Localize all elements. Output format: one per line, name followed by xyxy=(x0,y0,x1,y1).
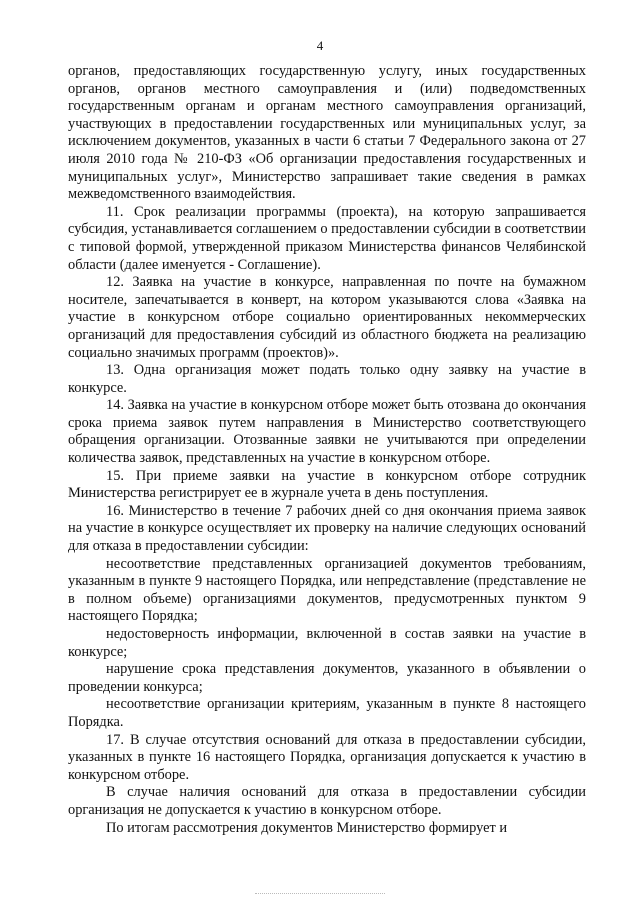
list-item-documents-mismatch: несоответствие представленных организацией документов требованиям, указанным в пункте 9 настоящего Порядка, или непредставление (представление не в полном объеме) организациями документов, предусмотренных пунктом 9 настоящего Порядка; xyxy=(68,555,586,625)
paragraph-15: 15. При приеме заявки на участие в конкурсном отборе сотрудник Министерства регистрирует ее в журнале учета в день поступления. xyxy=(68,467,586,502)
paragraph-continuation: органов, предоставляющих государственную услугу, иных государственных органов, органов местного самоуправления и (или) подведомственных государственным органам и органам местного самоуправления организаций, участвующих в предоставлении государственных или муниципальных услуг, за исключением документов, указанных в части 6 статьи 7 Федерального закона от 27 июля 2010 года № 210-ФЗ «Об организации предоставления государственных и муниципальных услуг», Министерство запрашивает такие сведения в рамках межведомственного взаимодействия. xyxy=(68,63,586,203)
paragraph-results: По итогам рассмотрения документов Министерство формирует и xyxy=(106,819,508,836)
document-body xyxy=(68,63,586,837)
paragraph-14: 14. Заявка на участие в конкурсном отборе может быть отозвана до окончания срока приема заявок путем направления в Министерство соответствующего обращения организации. Отозванные заявки не учитываются при определении количества заявок, представленных на участие в конкурсном отборе. xyxy=(68,397,586,467)
list-item-unreliable-info: недостоверность информации, включенной в состав заявки на участие в конкурсе; xyxy=(68,626,586,660)
paragraph-17: 17. В случае отсутствия оснований для отказа в предоставлении субсидии, указанных в пункте 16 настоящего Порядка, организация допускается к участию в конкурсном отборе. xyxy=(68,731,586,783)
paragraph-11: 11. Срок реализации программы (проекта), на которую запрашивается субсидия, устанавливается соглашением о предоставлении субсидии в соответствии с типовой формой, утвержденной приказом Министерства финансов Челябинской области (далее именуется - Соглашение). xyxy=(68,203,586,273)
list-item-deadline-violation: нарушение срока представления документов, указанного в объявлении о проведении конкурса; xyxy=(68,661,586,695)
page-number: 4 xyxy=(316,38,324,53)
paragraph-12: 12. Заявка на участие в конкурсе, направленная по почте на бумажном носителе, запечатывается в конверт, на котором указываются слова «Заявка на участие в конкурсном отборе социально ориентированных некоммерческих организаций для предоставления субсидий из областного бюджета на реализацию социально значимых программ (проектов)». xyxy=(68,274,586,361)
paragraph-16: 16. Министерство в течение 7 рабочих дней со дня окончания приема заявок на участие в конкурсе осуществляет их проверку на наличие следующих оснований для отказа в предоставлении субсидии: xyxy=(68,502,586,555)
scan-artifact-line xyxy=(255,893,385,895)
paragraph-refusal-case: В случае наличия оснований для отказа в предоставлении субсидии организация не допускается к участию в конкурсном отборе. xyxy=(68,784,586,818)
paragraph-13: 13. Одна организация может подать только одну заявку на участие в конкурсе. xyxy=(68,362,586,396)
list-item-criteria-mismatch: несоответствие организации критериям, указанным в пункте 8 настоящего Порядка. xyxy=(68,696,586,730)
